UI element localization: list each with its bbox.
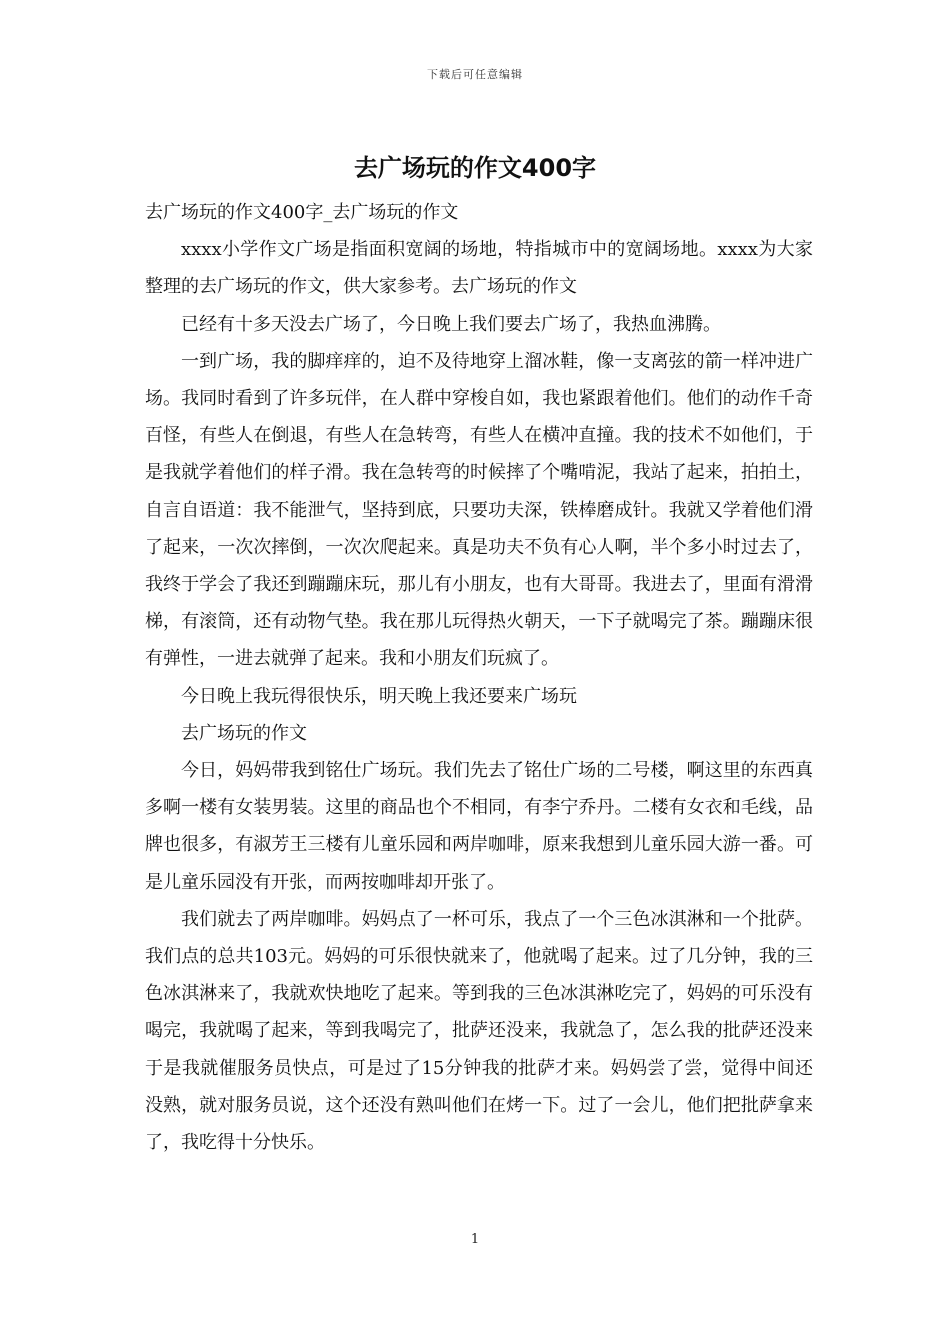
page-number: 1 — [470, 1232, 480, 1247]
body-paragraph: 今日，妈妈带我到铭仕广场玩。我们先去了铭仕广场的二号楼，啊这里的东西真多啊一楼有女装男装。这里的商品也个不相同，有李宁乔丹。二楼有女衣和毛线，品牌也很多，有淑芳王三楼有儿童乐园和两岸咖啡，原来我想到儿童乐园大游一番。可是儿童乐园没有开张，而两按咖啡却开张了。 — [145, 760, 813, 893]
document-body — [145, 194, 813, 1161]
subtitle-paragraph: 去广场玩的作文400字_去广场玩的作文 — [145, 202, 459, 223]
body-paragraph: xxxx小学作文广场是指面积宽阔的场地，特指城市中的宽阔场地。xxxx为大家整理的去广场玩的作文，供大家参考。去广场玩的作文 — [145, 239, 813, 298]
section-heading: 去广场玩的作文 — [181, 722, 307, 744]
body-paragraph: 一到广场，我的脚痒痒的，迫不及待地穿上溜冰鞋，像一支离弦的箭一样冲进广场。我同时看到了许多玩伴，在人群中穿梭自如，我也紧跟着他们。他们的动作千奇百怪，有些人在倒退，有些人在急转弯，有些人在横冲直撞。我的技术不如他们，于是我就学着他们的样子滑。我在急转弯的时候摔了个嘴啃泥，我站了起来，拍拍土，自言自语道：我不能泄气，坚持到底，只要功夫深，铁棒磨成针。我就又学着他们滑了起来，一次次摔倒，一次次爬起来。真是功夫不负有心人啊，半个多小时过去了，我终于学会了我还到蹦蹦床玩，那儿有小朋友，也有大哥哥。我进去了，里面有滑滑梯，有滚筒，还有动物气垫。我在那儿玩得热火朝天，一下子就喝完了茶。蹦蹦床很有弹性，一进去就弹了起来。我和小朋友们玩疯了。 — [145, 350, 813, 670]
header-note: 下载后可任意编辑 — [427, 68, 523, 81]
body-paragraph: 已经有十多天没去广场了，今日晚上我们要去广场了，我热血沸腾。 — [181, 313, 721, 335]
body-paragraph: 今日晚上我玩得很快乐，明天晚上我还要来广场玩 — [181, 685, 577, 707]
body-paragraph: 我们就去了两岸咖啡。妈妈点了一杯可乐，我点了一个三色冰淇淋和一个批萨。我们点的总共103元。妈妈的可乐很快就来了，他就喝了起来。过了几分钟，我的三色冰淇淋来了，我就欢快地吃了起来。等到我的三色冰淇淋吃完了，妈妈的可乐没有喝完，我就喝了起来，等到我喝完了，批萨还没来，我就急了，怎么我的批萨还没来于是我就催服务员快点，可是过了15分钟我的批萨才来。妈妈尝了尝，觉得中间还没熟，就对服务员说，这个还没有熟叫他们在烤一下。过了一会儿，他们把批萨拿来了，我吃得十分快乐。 — [145, 908, 813, 1154]
document-title: 去广场玩的作文400字 — [353, 154, 597, 182]
